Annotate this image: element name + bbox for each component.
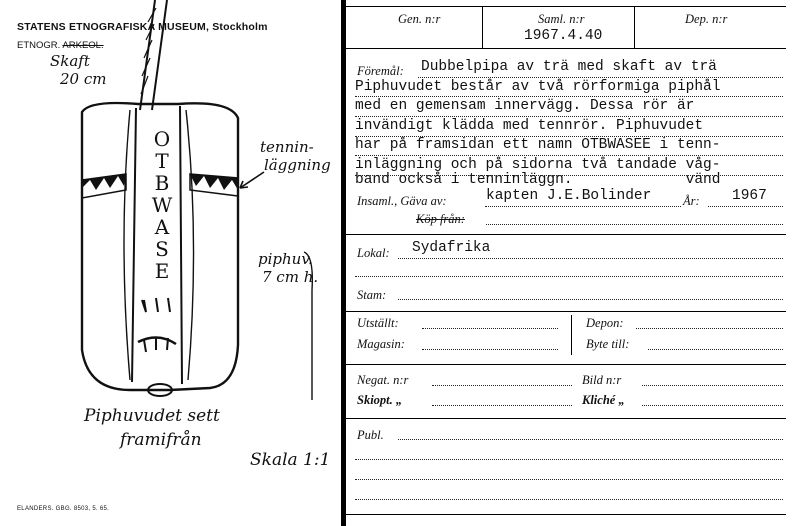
dotted-rule	[708, 206, 783, 207]
number-cell-separator	[482, 6, 483, 48]
dotted-rule	[355, 155, 783, 156]
height-bracket	[300, 250, 320, 410]
saml-nr-value: 1967.4.40	[524, 28, 603, 44]
dotted-rule	[422, 328, 558, 329]
printer-mark: ELANDERS. GBG. 8503, 5. 65.	[17, 506, 110, 512]
dotted-rule	[432, 385, 572, 386]
dotted-rule	[398, 439, 783, 440]
dotted-rule	[398, 299, 783, 300]
note-piphuvud-2: 7 cm h.	[262, 268, 319, 286]
note-tenninlaggning-1: tennin-	[260, 138, 314, 156]
dotted-rule	[398, 258, 783, 259]
foremal-line: invändigt klädda med tennrör. Piphuvudet	[355, 118, 704, 134]
note-front-view-1: Piphuvudet sett	[84, 406, 220, 426]
note-tenninlaggning-2: läggning	[264, 156, 331, 174]
foremal-line: Dubbelpipa av trä med skaft av trä	[421, 59, 717, 75]
note-scale: Skala 1:1	[250, 450, 331, 470]
inscription-letter: T	[155, 149, 169, 173]
arkeol-label: ARKEOL.	[62, 40, 104, 51]
negat-nr-label: Negat. n:r	[357, 373, 409, 387]
note-piphuvud-1: piphuv.	[258, 250, 313, 268]
dep-nr-label: Dep. n:r	[685, 12, 728, 26]
byte-till-label: Byte till:	[586, 337, 630, 351]
section-border	[346, 234, 786, 235]
lokal-label: Lokal:	[357, 246, 390, 260]
number-row-border	[346, 48, 786, 49]
dotted-rule	[432, 405, 572, 406]
ar-value: 1967	[732, 188, 767, 204]
pipe-inscription	[147, 128, 177, 282]
dotted-rule	[422, 349, 558, 350]
ar-label: År:	[683, 194, 700, 208]
foremal-line: Piphuvudet består av två rörformiga piphål	[355, 79, 721, 95]
dotted-rule	[636, 328, 783, 329]
magasin-label: Magasin:	[357, 337, 405, 351]
dotted-rule	[355, 136, 783, 137]
museum-header: STATENS ETNOGRAFISKA MUSEUM, Stockholm	[17, 21, 268, 33]
inscription-letter: S	[155, 237, 169, 261]
section-border	[346, 418, 786, 419]
note-skaft: Skaft	[50, 52, 90, 70]
publ-label: Publ.	[357, 428, 384, 442]
etnogr-label: ETNOGR.	[17, 40, 61, 51]
insaml-value: kapten J.E.Bolinder	[486, 188, 652, 204]
inscription-letter: E	[154, 259, 170, 283]
gen-nr-label: Gen. n:r	[398, 12, 441, 26]
dotted-rule	[355, 116, 783, 117]
section-border	[346, 364, 786, 365]
inscription-letter: B	[154, 171, 170, 195]
depon-label: Depon:	[586, 316, 624, 330]
dotted-rule	[355, 479, 783, 480]
dotted-rule	[355, 96, 783, 97]
bild-nr-label: Bild n:r	[582, 373, 622, 387]
dotted-rule	[355, 276, 783, 277]
section-border	[346, 311, 786, 312]
dotted-rule	[355, 175, 783, 176]
arrow-icon	[236, 170, 266, 192]
foremal-label: Föremål:	[357, 64, 404, 78]
field-separator	[571, 315, 572, 355]
stam-label: Stam:	[357, 288, 387, 302]
dotted-rule	[486, 224, 783, 225]
foremal-line: inläggning och på sidorna två tandade våg-	[355, 157, 721, 173]
utstallt-label: Utställt:	[357, 316, 399, 330]
dotted-rule	[355, 459, 783, 460]
card-bottom-border	[346, 514, 786, 515]
dotted-rule	[418, 77, 783, 78]
number-cell-separator	[634, 6, 635, 48]
dotted-rule	[485, 206, 681, 207]
inscription-letter: O	[153, 127, 171, 151]
foremal-line: har på framsidan ett namn OTBWASEE i tenn-	[355, 137, 721, 153]
card-top-border	[346, 6, 786, 7]
kop-fran-label: Köp från:	[416, 212, 465, 226]
note-skaft-length: 20 cm	[60, 70, 107, 88]
inscription-letter: W	[151, 193, 173, 217]
card-divider	[341, 0, 346, 526]
cliche-label: Kliché „	[582, 393, 625, 407]
foremal-line: med en gemensam innervägg. Dessa rör är	[355, 98, 695, 114]
saml-nr-label: Saml. n:r	[538, 12, 585, 26]
dotted-rule	[642, 385, 783, 386]
dotted-rule	[355, 499, 783, 500]
dotted-rule	[642, 405, 783, 406]
insaml-label: Insaml., Gäva av:	[357, 194, 447, 208]
skiopt-label: Skiopt. „	[357, 393, 403, 407]
note-front-view-2: framifrån	[120, 430, 202, 450]
dotted-rule	[648, 349, 783, 350]
lokal-value: Sydafrika	[412, 240, 491, 256]
foremal-line: band också i tenninläggn. vänd	[355, 172, 721, 188]
inscription-letter: A	[154, 215, 170, 239]
